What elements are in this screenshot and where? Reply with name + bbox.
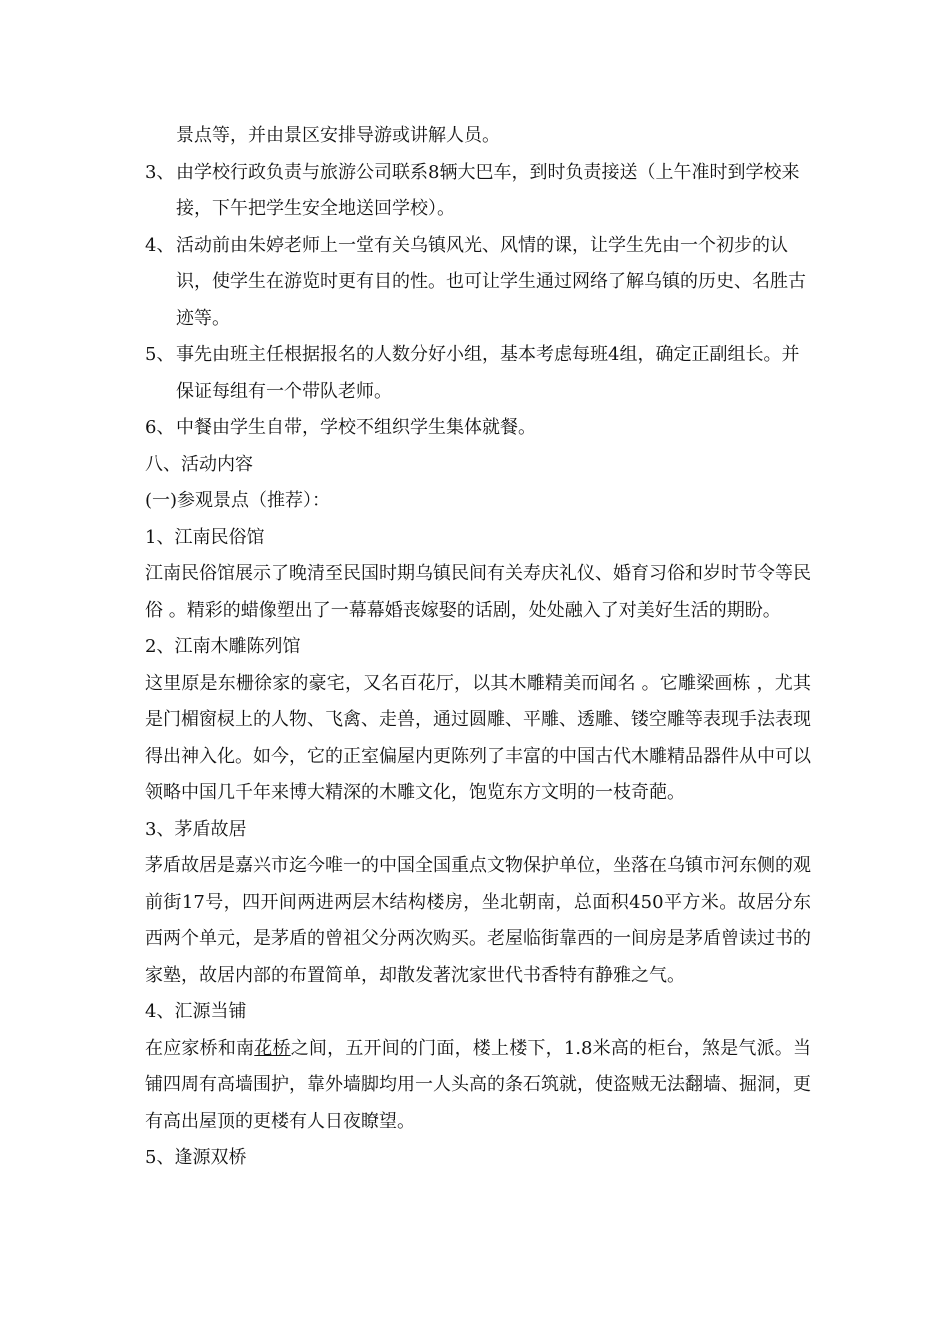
subsection-heading: (一)参观景点（推荐）： [145,490,331,511]
spot-text-pawnshop [145,1031,811,1141]
document-body [145,118,811,1177]
list-item-number: 3、 [145,161,175,183]
list-item-continuation [145,118,811,155]
spot-text-woodcarving-museum: 这里原是东栅徐家的豪宅，又名百花厅，以其木雕精美而闻名 。它雕梁画栋 ，尤其是门楣窗棂上的人物、飞禽、走兽，通过圆雕、平雕、透雕、镂空雕等表现手法表现得出神入化。如今，它的正室偏屋内更陈列了丰富的中国古代木雕精品器件从中可以领略中国几千年来博大精深的木雕文化，饱览东方文明的一枝奇葩。 [145,672,811,803]
list-item-number: 4、 [145,234,175,256]
list-item-text: 中餐由学生自带，学校不组织学生集体就餐。 [176,417,536,438]
list-item-5 [145,337,811,410]
spot-title-woodcarving-museum: 2、江南木雕陈列馆 [145,636,301,657]
list-item-text: 事先由班主任根据报名的人数分好小组，基本考虑每班4组，确定正副组长。并保证每组有一个带队老师。 [176,344,800,402]
list-item-text: 景点等，并由景区安排导游或讲解人员。 [176,125,500,146]
spot-text-part: 之间，五开间的门面，楼上楼下，1.8米高的柜台，煞是气派。当铺四周有高墙围护，靠外墙脚均用一人头高的条石筑就，使盗贼无法翻墙、掘洞，更有高出屋顶的更楼有人日夜瞭望。 [145,1037,811,1132]
spot-title-maodun-residence: 3、茅盾故居 [145,818,247,840]
list-item-text: 由学校行政负责与旅游公司联系8辆大巴车，到时负责接送（上午准时到学校来接，下午把学生安全地送回学校）。 [176,161,800,219]
list-item-6 [145,410,811,447]
hyperlink-huaqiao[interactable]: 花桥 [254,1037,291,1059]
list-item-number: 6、 [145,417,175,438]
section-heading: 八、活动内容 [145,453,253,475]
list-item-text: 活动前由朱婷老师上一堂有关乌镇风光、风情的课，让学生先由一个初步的认识，使学生在游览时更有目的性。也可让学生通过网络了解乌镇的历史、名胜古迹等。 [176,234,806,329]
spot-text-maodun-residence: 茅盾故居是嘉兴市迄今唯一的中国全国重点文物保护单位，坐落在乌镇市河东侧的观前街17号，四开间两进两层木结构楼房，坐北朝南，总面积450平方米。故居分东西两个单元，是茅盾的曾祖父分两次购买。老屋临街靠西的一间房是茅盾曾读过书的家塾，故居内部的布置简单，却散发著沈家世代书香特有静雅之气。 [145,855,811,986]
list-item-3 [145,155,811,228]
list-item-4 [145,228,811,338]
spot-text-folk-museum: 江南民俗馆展示了晚清至民国时期乌镇民间有关寿庆礼仪、婚育习俗和岁时节令等民俗 。精彩的蜡像塑出了一幕幕婚丧嫁娶的话剧，处处融入了对美好生活的期盼。 [145,563,811,621]
spot-title-twin-bridges: 5、逢源双桥 [145,1147,247,1168]
spot-title-folk-museum: 1、江南民俗馆 [145,526,265,548]
spot-text-part: 在应家桥和南 [145,1037,255,1059]
list-item-number: 5、 [145,344,175,365]
spot-title-pawnshop: 4、汇源当铺 [145,1001,247,1022]
